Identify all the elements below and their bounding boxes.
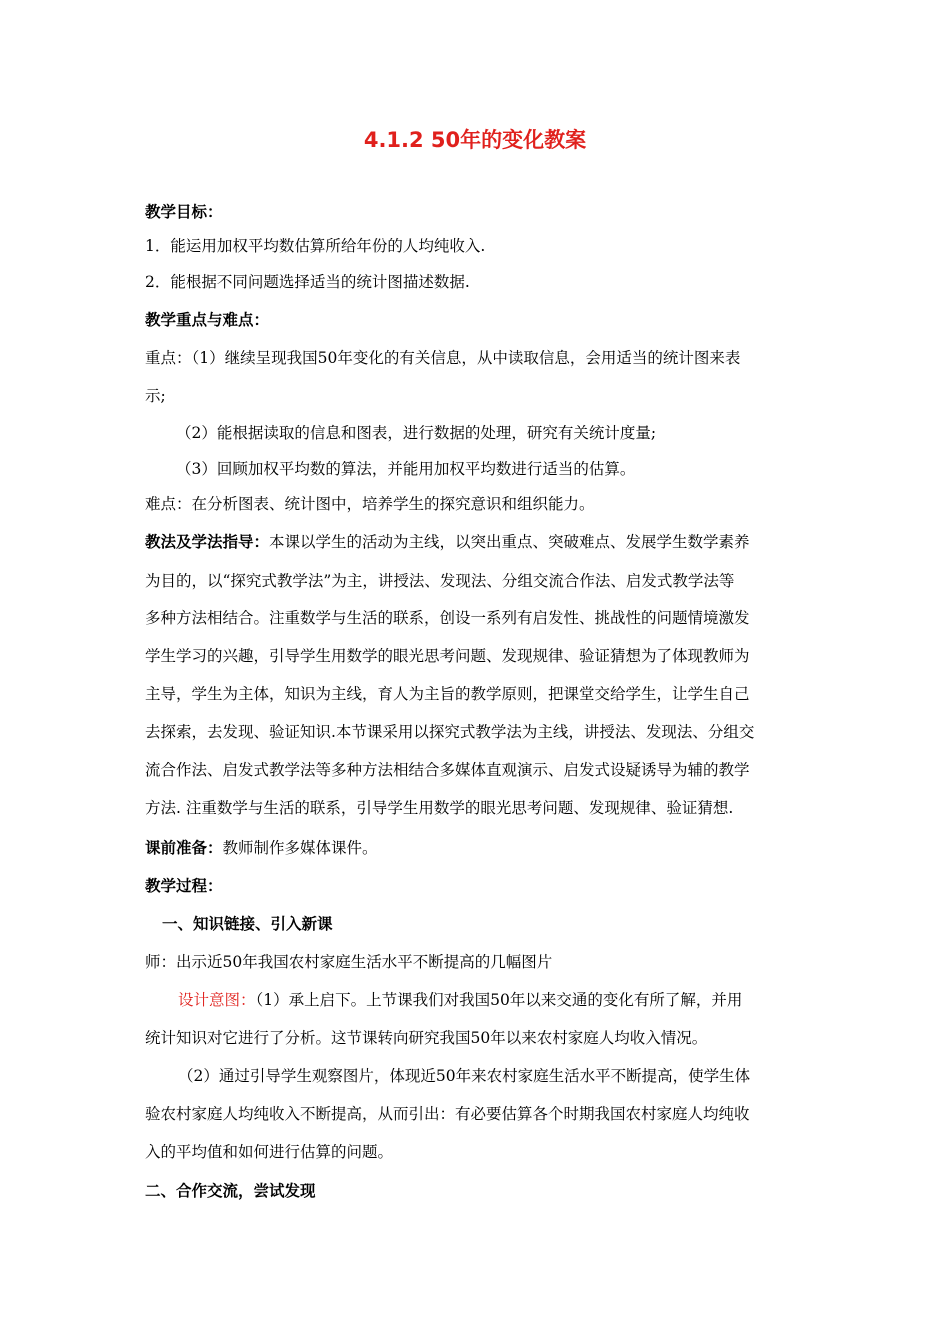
design-intent-label: 设计意图： bbox=[178, 991, 256, 1009]
process-line: 验农村家庭人均纯收入不断提高，从而引出：有必要估算各个时期我国农村家庭人均纯收 bbox=[145, 1105, 750, 1123]
key-points-line: （2）能根据读取的信息和图表，进行数据的处理，研究有关统计度量; bbox=[176, 424, 657, 442]
objectives-heading: 教学目标： bbox=[145, 203, 223, 221]
methods-line: 为目的，以“探究式教学法”为主，讲授法、发现法、分组交流合作法、启发式教学法等 bbox=[145, 572, 735, 590]
key-points-line: 重点：（1）继续呈现我国50年变化的有关信息，从中读取信息，会用适当的统计图来表 bbox=[145, 349, 741, 367]
process-heading: 教学过程： bbox=[145, 877, 223, 895]
process-line: 统计知识对它进行了分析。这节课转向研究我国50年以来农村家庭人均收入情况。 bbox=[145, 1029, 708, 1047]
methods-line: 流合作法、启发式教学法等多种方法相结合多媒体直观演示、启发式设疑诱导为辅的教学 bbox=[145, 761, 750, 779]
design-intent-text: （1）承上启下。上节课我们对我国50年以来交通的变化有所了解，并用 bbox=[255, 991, 743, 1009]
key-points-line: （3）回顾加权平均数的算法，并能用加权平均数进行适当的估算。 bbox=[176, 460, 636, 478]
difficulty-line: 难点：在分析图表、统计图中，培养学生的探究意识和组织能力。 bbox=[145, 495, 595, 513]
key-points-line: 示; bbox=[145, 387, 166, 405]
methods-line: 主导，学生为主体，知识为主线，育人为主旨的教学原则，把课堂交给学生，让学生自己 bbox=[145, 685, 750, 703]
process-line: 入的平均值和如何进行估算的问题。 bbox=[145, 1143, 394, 1161]
design-intent-line bbox=[178, 988, 742, 1010]
key-points-heading: 教学重点与难点： bbox=[145, 311, 270, 329]
page-title: 4.1.2 50年的变化教案 bbox=[363, 128, 587, 152]
preparation-heading: 课前准备： bbox=[145, 839, 223, 857]
process-line: （2）通过引导学生观察图片，体现近50年来农村家庭生活水平不断提高，使学生体 bbox=[178, 1067, 751, 1085]
teacher-line: 师：出示近50年我国农村家庭生活水平不断提高的几幅图片 bbox=[145, 953, 553, 971]
methods-line: 方法. 注重数学与生活的联系，引导学生用数学的眼光思考问题、发现规律、验证猜想. bbox=[145, 799, 734, 817]
methods-line: 去探索，去发现、验证知识.本节课采用以探究式教学法为主线，讲授法、发现法、分组交 bbox=[145, 723, 755, 741]
section-heading: 一、知识链接、引入新课 bbox=[162, 915, 333, 933]
preparation-line bbox=[145, 836, 378, 858]
methods-first-line bbox=[145, 530, 750, 552]
methods-line: 多种方法相结合。注重数学与生活的联系，创设一系列有启发性、挑战性的问题情境激发 bbox=[145, 609, 750, 627]
methods-heading: 教法及学法指导： bbox=[145, 533, 270, 551]
methods-text: 本课以学生的活动为主线，以突出重点、突破难点、发展学生数学素养 bbox=[269, 533, 750, 551]
methods-line: 学生学习的兴趣，引导学生用数学的眼光思考问题、发现规律、验证猜想为了体现教师为 bbox=[145, 647, 750, 665]
section-heading: 二、合作交流，尝试发现 bbox=[145, 1182, 316, 1200]
objective-item: 1．能运用加权平均数估算所给年份的人均纯收入. bbox=[145, 237, 486, 255]
preparation-text: 教师制作多媒体课件。 bbox=[222, 839, 378, 857]
objective-item: 2．能根据不同问题选择适当的统计图描述数据. bbox=[145, 273, 470, 291]
